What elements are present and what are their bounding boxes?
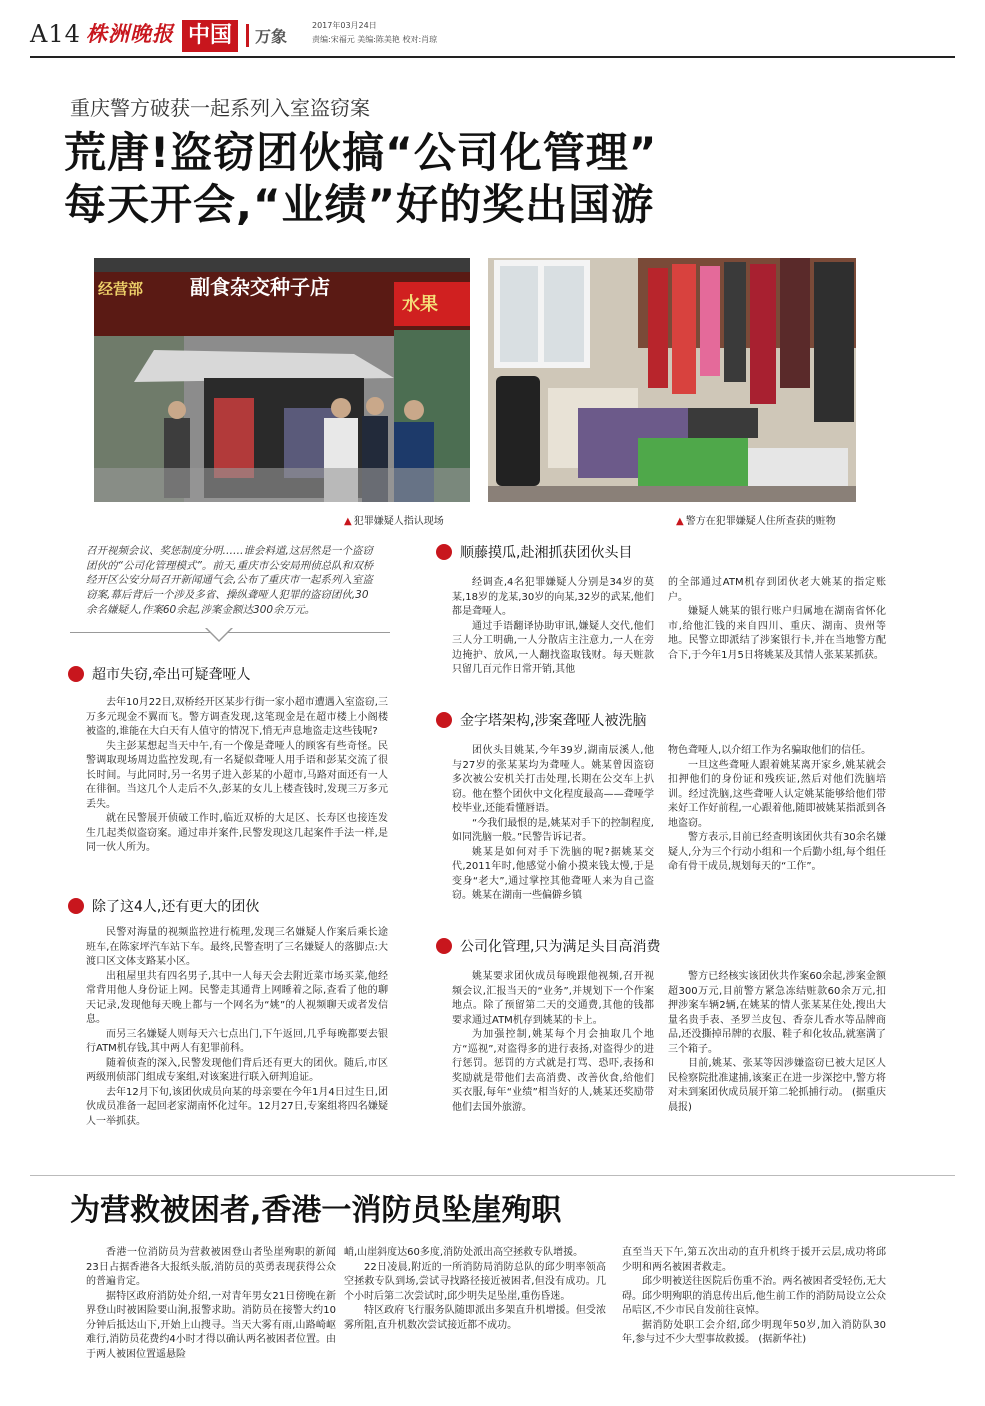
paragraph: 而另三名嫌疑人则每天六七点出门,下午返回,几乎每晚都要去银行ATM机存钱,其中两人有犯罪前科。 bbox=[86, 1028, 388, 1054]
paragraph: 邱少明被送往医院后伤重不治。两名被困者受轻伤,无大碍。邱少明殉职的消息传出后,他生前工作的消防局设立公众吊唁区,不少市民自发前往哀悼。 bbox=[622, 1276, 886, 1316]
red-triangle-icon: ▲ bbox=[344, 516, 352, 527]
paragraph: 去年12月下旬,该团伙成员向某的母亲要在今年1月4日过生日,团伙成员准备一起回老家湖南怀化过年。12月27日,专案组将四名嫌疑人一举抓获。 bbox=[86, 1086, 388, 1127]
paragraph: 据特区政府消防处介绍,一对青年男女21日傍晚在新界登山时被困险要山涧,报警求助。消防员在接警大约10分钟后抵达山下,开始上山搜寻。当天大雾有雨,山路崎岖难行,消防员花费约4小时才得以确认两名被困者位置。由于两人被困位置遥悬险 bbox=[86, 1290, 336, 1360]
lead-kicker: 重庆警方破获一起系列入室盗窃案 bbox=[70, 96, 370, 120]
paragraph: 一旦这些聋哑人跟着姚某离开家乡,姚某就会扣押他们的身份证和残疾证,然后对他们洗脑培训。经过洗脑,这些聋哑人认定姚某能够给他们带来好工作好前程,一心跟着他,随即被姚某指派到各地盗窃。 bbox=[668, 759, 886, 829]
section-heading-1-text: 超市失窃,牵出可疑聋哑人 bbox=[92, 667, 251, 683]
paragraph: 直至当天下午,第五次出动的直升机终于援开云层,成功将邱少明和两名被困者救走。 bbox=[622, 1247, 886, 1273]
paragraph: 嫌疑人姚某的银行账户归属地在湖南省怀化市,给他汇钱的来自四川、重庆、湖南、贵州等地。民警立即派结了涉案银行卡,并在当地警方配合下,于今年1月5日将姚某及其情人张某某抓获。 bbox=[668, 606, 886, 661]
section-heading-2 bbox=[68, 896, 259, 916]
photo-stolen-goods bbox=[488, 258, 856, 502]
section-body-5-left bbox=[452, 970, 654, 1115]
paragraph: 22日凌晨,附近的一所消防局消防总队的邱少明率领高空拯救专队到场,尝试寻找路径接近被困者,但没有成功。几个小时后第二次尝试时,邱少明失足坠崖,重伤昏迷。 bbox=[344, 1261, 606, 1302]
second-story-col1 bbox=[86, 1246, 336, 1362]
section-heading-3-text: 顺藤摸瓜,赴湘抓获团伙头目 bbox=[460, 545, 633, 561]
page-number: A14 bbox=[30, 20, 81, 48]
paragraph: “今我们最恨的是,姚某对手下的控制程度,如同洗脑一般。”民警告诉记者。 bbox=[452, 817, 654, 843]
red-dot-icon bbox=[436, 544, 452, 560]
section-body-3-right bbox=[668, 576, 886, 663]
caption-left bbox=[344, 512, 444, 527]
shop-sign-left: 经营部 bbox=[98, 280, 144, 298]
second-story-col3 bbox=[622, 1246, 886, 1348]
section-heading-5-text: 公司化管理,只为满足头目高消费 bbox=[460, 939, 661, 955]
issue-date: 2017年03月24日 bbox=[312, 21, 377, 30]
red-triangle-icon: ▲ bbox=[676, 516, 684, 527]
paragraph: 警方已经核实该团伙共作案60余起,涉案金额超300万元,目前警方紧急冻结赃款60余万元,扣押涉案车辆2辆,在姚某的情人张某某住处,搜出大量名贵手表、圣罗兰皮包、香奈儿香水等品牌商品,还没撕掉吊牌的衣服、鞋子和化妆品,就塞满了三个箱子。 bbox=[668, 971, 886, 1055]
staff-credits: 责编:宋福元 美编:陈美艳 校对:肖琼 bbox=[312, 35, 438, 44]
caption-right-text: 警方在犯罪嫌疑人住所查获的赃物 bbox=[685, 516, 836, 527]
section-body-3-left bbox=[452, 576, 654, 678]
paragraph: 团伙头目姚某,今年39岁,湖南辰溪人,他与27岁的张某某均为聋哑人。姚某曾因盗窃多次被公安机关打击处理,长期在公交车上扒窃。他在整个团伙中文化程度最高——聋哑学校毕业,还能看懂唇语。 bbox=[452, 745, 654, 814]
paragraph: 特区政府飞行服务队随即派出多架直升机增援。但受浓雾所阻,直升机数次尝试接近都不成功。 bbox=[344, 1305, 606, 1331]
caption-left-text: 犯罪嫌疑人指认现场 bbox=[353, 516, 444, 527]
red-dot-icon bbox=[68, 898, 84, 914]
paragraph: 出租屋里共有四名男子,其中一人每天会去附近菜市场买菜,他经常背用他人身份证上网。民警走其通背上网睡着之际,查看了他的聊天记录,发现他每天晚上都与一个网名为“姚”的人视频聊天或者发信息。 bbox=[86, 970, 388, 1025]
section-heading-4-text: 金字塔架构,涉案聋哑人被洗脑 bbox=[460, 713, 647, 729]
shop-sign-right: 水果 bbox=[402, 294, 438, 315]
paragraph: 随着侦查的深入,民警发现他们背后还有更大的团伙。随后,市区两级刑侦部门组成专案组,对该案进行联入研判追证。 bbox=[86, 1057, 388, 1083]
section-heading-5 bbox=[436, 936, 660, 956]
paragraph: 去年10月22日,双桥经开区某步行街一家小超市遭遇入室盗窃,三万多元现金不翼而飞。警方调查发现,这笔现金是在超市楼上小阁楼被盗的,谁能在大白天有人值守的情况下,悄无声息地盗走这些钱呢? bbox=[86, 697, 388, 737]
section-label: 中国 bbox=[182, 20, 238, 52]
paragraph: 峭,山崖斜度达60多度,消防处派出高空拯救专队增援。 bbox=[344, 1247, 584, 1258]
paragraph: 的全部通过ATM机存到团伙老大姚某的指定账户。 bbox=[668, 577, 886, 603]
red-dot-icon bbox=[68, 666, 84, 682]
lead-intro: 召开视频会议、奖惩制度分明……谁会料道,这居然是一个盗窃团伙的“公司化管理模式”。前天,重庆市公安局刑侦总队和双桥经开区公安分局召开新闻通气会,公布了重庆市一起系列入室盗窃案,幕后背后一个涉及多省、操纵聋哑人犯罪的盗窃团伙,30余名嫌疑人,作案60余起,涉案金额达300余万元。 bbox=[86, 545, 374, 616]
section-heading-2-text: 除了这4人,还有更大的团伙 bbox=[92, 899, 260, 915]
section-body-4-left bbox=[452, 744, 654, 904]
red-dot-icon bbox=[436, 938, 452, 954]
second-story-col2 bbox=[344, 1246, 606, 1333]
paragraph: 通过手语翻译协助审讯,嫌疑人交代,他们三人分工明确,一人分散店主注意力,一人在旁边掩护、放风,一人翻找盗取钱财。每天赃款只留几百元作日常开销,其他 bbox=[452, 620, 654, 675]
lead-headline-line2: 每天开会,“业绩”好的奖出国游 bbox=[64, 180, 655, 229]
paragraph: 警方表示,目前已经查明该团伙共有30余名嫌疑人,分为三个行动小组和一个后勤小组,每个组任命有骨干成员,规划每天的“工作”。 bbox=[668, 832, 886, 872]
story-divider bbox=[30, 1175, 955, 1176]
paragraph: 为加强控制,姚某每个月会抽取几个地方“巡视”,对盗得多的进行表扬,对盗得少的进行惩罚。惩罚的方式就是打骂、恐吓,表扬和奖励就是带他们去高消费、改善伙食,给他们买衣服,每年“业绩”相当好的人,姚某还奖励带他们去国外旅游。 bbox=[452, 1029, 654, 1113]
section-body-4-right bbox=[668, 744, 886, 875]
shop-sign-main: 副食杂交种子店 bbox=[190, 275, 330, 299]
photo-crime-scene-image bbox=[94, 258, 470, 502]
paragraph: 物色聋哑人,以介绍工作为名骗取他们的信任。 bbox=[668, 745, 872, 756]
section-body-1 bbox=[86, 696, 388, 856]
paper-logo: 株洲晚报 bbox=[86, 22, 174, 46]
sub-section-label: 万象 bbox=[246, 24, 287, 47]
paragraph: 民警对海量的视频监控进行梳理,发现三名嫌疑人作案后乘长途班车,在陈家坪汽车站下车。最终,民警查明了三名嫌疑人的落脚点:大渡口区文体支路某小区。 bbox=[86, 927, 388, 967]
paragraph: 失主彭某想起当天中午,有一个像是聋哑人的顾客有些奇怪。民警调取现场周边监控发现,有一名疑似聋哑人用手语和彭某交流了很长时间。与此同时,另一名男子进入彭某的小超市,马路对面还有一人在徘徊。当这几个人走后不久,彭某的女儿上楼查钱时,发现三万多元丢失。 bbox=[86, 740, 388, 810]
lead-headline-line1: 荒唐!盗窃团伙搞“公司化管理” bbox=[64, 128, 658, 177]
intro-notch-inner bbox=[207, 628, 231, 640]
section-heading-1 bbox=[68, 664, 250, 684]
masthead-rule bbox=[30, 56, 955, 58]
paragraph: 经调查,4名犯罪嫌疑人分别是34岁的莫某,18岁的龙某,30岁的向某,32岁的武某,他们都是聋哑人。 bbox=[452, 577, 654, 617]
paragraph: 姚某要求团伙成员每晚跟他视频,召开视频会议,汇报当天的“业务”,并规划下一个作案地点。除了预留第二天的交通费,其他的钱都要求通过ATM机存到姚某的卡上。 bbox=[452, 971, 654, 1026]
paragraph: 香港一位消防员为营救被困登山者坠崖殉职的新闻23日占据香港各大报纸头版,消防员的英勇表现获得公众的普遍肯定。 bbox=[86, 1247, 336, 1287]
photo-crime-scene bbox=[94, 258, 470, 502]
caption-right bbox=[676, 512, 836, 527]
paragraph: 目前,姚某、张某等因涉嫌盗窃已被大足区人民检察院批准逮捕,该案正在进一步深挖中,警方将对未到案团伙成员展开第二轮抓捕行动。 (据重庆晨报) bbox=[668, 1058, 886, 1113]
section-body-2 bbox=[86, 926, 388, 1129]
section-heading-4 bbox=[436, 710, 646, 730]
paragraph: 据消防处职工会介绍,邱少明现年50岁,加入消防队30年,参与过不少大型事故救援。 (据新华社) bbox=[622, 1319, 886, 1345]
photo-stolen-goods-image bbox=[488, 258, 856, 502]
paragraph: 就在民警展开侦破工作时,临近双桥的大足区、长寿区也接连发生几起类似盗窃案。通过串并案件,民警发现这几起案件手法一样,是同一伙人所为。 bbox=[86, 813, 388, 853]
paragraph: 姚某是如何对手下洗脑的呢?据姚某交代,2011年时,他感觉小偷小摸来钱太慢,于是变身“老大”,通过掌控其他聋哑人来为自己盗窃。姚某在湖南一些偏僻乡镇 bbox=[452, 846, 654, 901]
section-body-5-right bbox=[668, 970, 886, 1115]
second-story-headline: 为营救被困者,香港一消防员坠崖殉职 bbox=[70, 1193, 562, 1228]
red-dot-icon bbox=[436, 712, 452, 728]
section-heading-3 bbox=[436, 542, 632, 562]
